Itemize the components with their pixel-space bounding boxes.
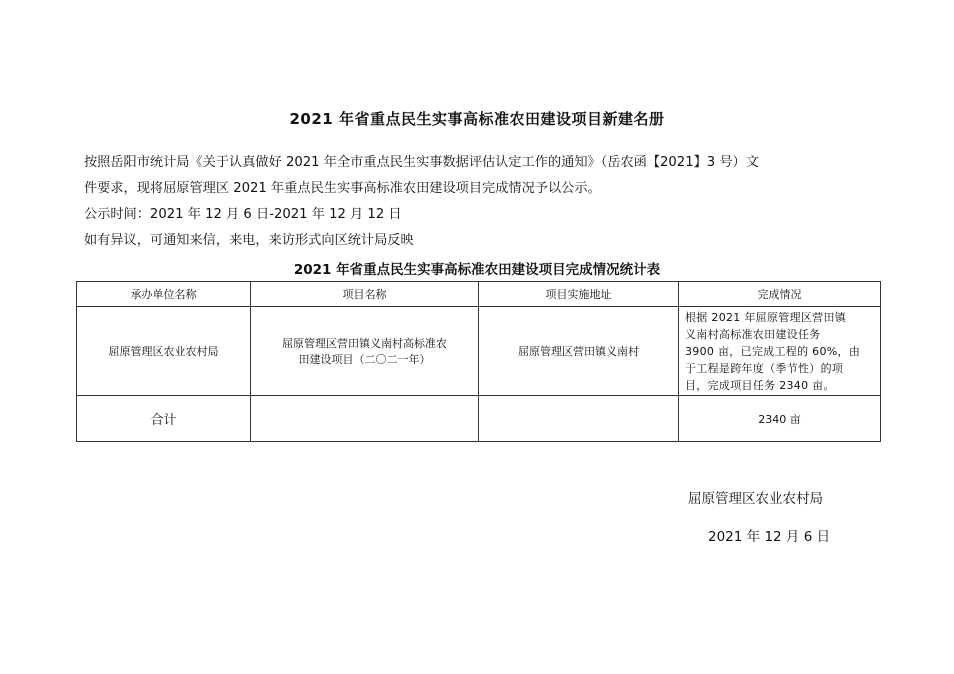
notice-paragraph-line-2: 件要求，现将屈原管理区 2021 年重点民生实事高标准农田建设项目完成情况予以公示。 bbox=[84, 181, 601, 196]
cell-project bbox=[251, 307, 479, 396]
table-title: 2021 年省重点民生实事高标准农田建设项目完成情况统计表 bbox=[293, 262, 661, 278]
document-title: 2021 年省重点民生实事高标准农田建设项目新建名册 bbox=[289, 110, 665, 128]
objection-notice: 如有异议，可通知来信，来电，来访形式向区统计局反映 bbox=[84, 233, 414, 248]
header-project: 项目名称 bbox=[251, 282, 479, 307]
statistics-table bbox=[76, 281, 881, 442]
table-header-row bbox=[77, 282, 881, 307]
cell-status bbox=[679, 307, 881, 396]
status-line-2: 义南村高标准农田建设任务 bbox=[685, 327, 821, 341]
project-line-1: 屈原管理区营田镇义南村高标准农 bbox=[282, 337, 447, 350]
status-line-4: 于工程是跨年度（季节性）的项 bbox=[685, 361, 844, 375]
notice-paragraph-line-1: 按照岳阳市统计局《关于认真做好 2021 年全市重点民生实事数据评估认定工作的通知》（岳农函【2021】3 号）文 bbox=[84, 155, 759, 170]
signature-date: 2021 年 12 月 6 日 bbox=[708, 529, 831, 545]
total-status: 2340 亩 bbox=[679, 396, 881, 442]
header-status: 完成情况 bbox=[679, 282, 881, 307]
publicity-period: 公示时间：2021 年 12 月 6 日-2021 年 12 月 12 日 bbox=[84, 207, 402, 222]
table-row bbox=[77, 307, 881, 396]
cell-unit: 屈原管理区农业农村局 bbox=[77, 307, 251, 396]
status-line-1: 根据 2021 年屈原管理区营田镇 bbox=[685, 310, 847, 324]
project-line-2: 田建设项目（二〇二一年） bbox=[298, 353, 431, 366]
header-address: 项目实施地址 bbox=[479, 282, 679, 307]
total-project bbox=[251, 396, 479, 442]
cell-address: 屈原管理区营田镇义南村 bbox=[479, 307, 679, 396]
total-address bbox=[479, 396, 679, 442]
signature-org: 屈原管理区农业农村局 bbox=[688, 491, 823, 507]
total-label: 合计 bbox=[77, 396, 251, 442]
total-row bbox=[77, 396, 881, 442]
status-line-3: 3900 亩，已完成工程的 60%，由 bbox=[685, 344, 861, 358]
status-line-5: 目，完成项目任务 2340 亩。 bbox=[685, 378, 835, 392]
header-unit: 承办单位名称 bbox=[77, 282, 251, 307]
